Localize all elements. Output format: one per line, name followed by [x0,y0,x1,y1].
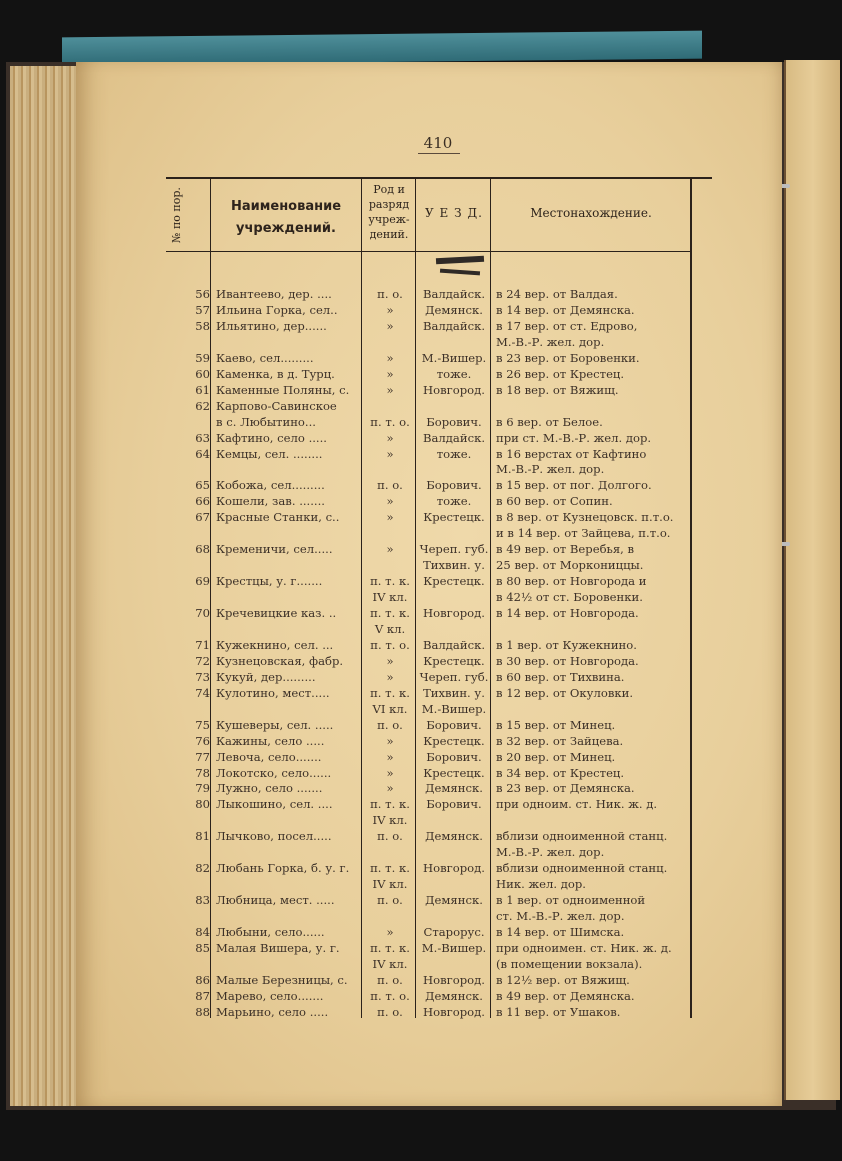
uezd-name: Крестецк. [423,765,485,780]
location-text: в 8 вер. от Кузнецовск. п.т.о. [496,510,674,525]
facing-page-edge [784,60,840,1100]
location-text: в 14 вер. от Новгорода. [496,606,639,620]
row-number: 68 [195,542,210,557]
uezd-name: Новгород. [423,1004,485,1019]
header-name-line: учреждений. [236,221,336,236]
location-text: в 34 вер. от Крестец. [496,765,625,780]
uezd-name: М.-Вишер. [421,701,487,716]
institution-name: Малая Вишера, у. г. [216,940,340,955]
row-number: 78 [195,765,210,780]
uezd-name: Валдайск. [423,430,485,445]
row-number: 72 [195,653,210,668]
institution-kind: » [386,382,394,397]
institution-kind: п. т. к. [370,797,410,812]
institution-name: Кемцы, сел. ........ [216,446,323,461]
header-name [212,196,360,240]
location-text: в 12½ вер. от Вяжищ. [496,972,630,987]
location-text: в 32 вер. от Зайцева. [496,733,624,748]
uezd-name: Тихвин. у. [423,685,485,700]
institution-name: Любыни, село...... [216,925,325,939]
row-number: 58 [195,318,210,333]
institution-name: Лычково, посел..... [216,829,332,844]
uezd-name: Борович. [426,478,482,493]
table-header-rule [166,251,690,252]
institution-name: Каево, сел......... [216,350,314,365]
location-text: в 26 вер. от Крестец. [496,366,625,381]
page-edges [10,66,80,1106]
location-text: в 18 вер. от Вяжищ. [496,382,619,397]
institution-name: в с. Любытино... [216,414,316,429]
institution-kind: » [386,430,394,445]
row-number: 63 [195,430,210,445]
institution-name: Локотско, село...... [216,765,332,780]
institution-kind: » [386,510,394,525]
location-text: в 1 вер. от одноименной [496,893,646,908]
uezd-name: тоже. [436,494,472,509]
uezd-name: Демянск. [425,893,483,908]
uezd-name: Новгород. [423,972,485,987]
uezd-name: Новгород. [423,861,485,876]
institution-name: Каменные Поляны, с. [216,382,350,397]
uezd-name: Демянск. [425,781,483,796]
row-number: 70 [195,606,210,620]
uezd-name: Демянск. [425,302,483,317]
institution-kind: » [386,733,394,748]
uezd-name: тоже. [436,366,472,381]
location-text: в 60 вер. от Сопин. [496,494,613,509]
institution-kind: IV кл. [372,813,408,828]
institution-kind: п. о. [377,717,403,732]
uezd-name: Череп. губ. [419,669,489,684]
institution-kind: IV кл. [372,956,408,971]
row-number: 67 [195,510,210,525]
location-text: в 17 вер. от ст. Едрово, [496,318,638,333]
uezd-name: Борович. [426,717,482,732]
institution-name: Кушеверы, сел. ..... [216,717,334,732]
institution-name: Каменка, в д. Турц. [216,366,335,381]
location-text: в 15 вер. от Минец. [496,717,616,732]
row-number: 79 [195,781,210,796]
location-text: в 15 вер. от пог. Долгого. [496,478,652,493]
location-text: в 14 вер. от Шимска. [496,925,625,939]
book-cover-edge [62,31,702,66]
uezd-name: Новгород. [423,382,485,397]
location-text: 25 вер. от Моркониццы. [496,558,644,573]
institution-name: Любница, мест. ..... [216,893,335,908]
institution-kind: » [386,653,394,668]
row-number: 62 [195,398,210,413]
location-text: при одноимен. ст. Ник. ж. д. [496,940,672,955]
institution-name: Кобожа, сел......... [216,478,325,493]
header-uezd: У Е З Д. [425,206,483,220]
uezd-name: Крестецк. [423,653,485,668]
row-number: 66 [195,494,210,509]
institution-name: Ивантеево, дер. .... [216,287,332,301]
location-text: М.-В.-Р. жел. дор. [496,845,605,860]
institution-name: Карпово-Савинское [216,398,337,413]
uezd-name: Демянск. [425,829,483,844]
institution-name: Левоча, село....... [216,749,322,764]
location-text: в 1 вер. от Кужекнино. [496,637,637,652]
row-number: 61 [195,382,210,397]
location-text: в 6 вер. от Белое. [496,414,603,429]
row-number: 83 [195,893,210,908]
institution-kind: IV кл. [372,590,408,605]
institution-kind: п. т. к. [370,861,410,876]
institution-kind: п. т. о. [370,988,410,1003]
location-text: вблизи одноименной станц. [496,829,668,844]
row-number: 77 [195,749,210,764]
location-text: в 23 вер. от Боровенки. [496,350,640,365]
uezd-name: М.-Вишер. [421,350,487,365]
header-kind-line: Род и [373,183,405,196]
location-text: (в помещении вокзала). [496,956,643,971]
institution-kind: » [386,781,394,796]
institution-kind: п. т. о. [370,637,410,652]
institution-name: Кулотино, мест..... [216,685,330,700]
row-number: 74 [195,685,210,700]
uezd-name: Валдайск. [423,637,485,652]
institution-name: Кузнецовская, фабр. [216,653,344,668]
row-number: 80 [195,797,210,812]
row-number: 69 [195,574,210,589]
institution-kind: п. т. к. [370,606,410,620]
uezd-name: М.-Вишер. [421,940,487,955]
row-number: 88 [195,1004,210,1019]
institution-name: Ильина Горка, сел.. [216,302,338,317]
institution-kind: п. т. к. [370,940,410,955]
uezd-name: Валдайск. [423,287,485,301]
header-kind-line: разряд [368,198,410,211]
location-text: и в 14 вер. от Зайцева, п.т.о. [496,526,671,541]
row-number: 65 [195,478,210,493]
location-text: в 42½ от ст. Боровенки. [496,590,643,605]
row-number: 75 [195,717,210,732]
institution-kind: » [386,494,394,509]
institution-kind: » [386,302,394,317]
institution-kind: » [386,765,394,780]
header-number: № по пор. [170,187,183,243]
institution-name: Кафтино, село ..... [216,430,327,445]
institution-name: Малые Березницы, с. [216,972,348,987]
institution-kind: » [386,925,394,939]
institution-kind: п. о. [377,478,403,493]
row-number: 81 [195,829,210,844]
institution-kind: п. о. [377,972,403,987]
institution-name: Кажины, село ..... [216,733,325,748]
uezd-name: Крестецк. [423,574,485,589]
institution-kind: п. т. к. [370,574,410,589]
location-text: в 49 вер. от Веребья, в [496,542,635,557]
location-text: при ст. М.-В.-Р. жел. дор. [496,430,652,445]
institution-name: Любань Горка, б. у. г. [216,861,350,876]
institution-name: Кужекнино, сел. ... [216,637,334,652]
row-number: 87 [195,988,210,1003]
uezd-name: Тихвин. у. [423,558,485,573]
location-text: ст. М.-В.-Р. жел. дор. [496,909,625,924]
location-text: при одноим. ст. Ник. ж. д. [496,797,658,812]
row-number: 71 [195,637,210,652]
row-number: 56 [195,287,210,301]
row-number: 85 [195,940,210,955]
row-number: 64 [195,446,210,461]
uezd-name: Новгород. [423,606,485,620]
page-number: 410 [423,134,453,152]
header-location: Местонахождение. [530,206,652,220]
location-text: в 23 вер. от Демянска. [496,781,635,796]
location-text: в 49 вер. от Демянска. [496,988,635,1003]
location-text: в 60 вер. от Тихвина. [496,669,625,684]
institution-kind: » [386,446,394,461]
location-text: в 14 вер. от Демянска. [496,302,635,317]
institution-name: Кукуй, дер......... [216,669,316,684]
institution-name: Кременичи, сел..... [216,542,333,557]
uezd-name: тоже. [436,446,472,461]
row-number: 82 [195,861,210,876]
institution-name: Крестцы, у. г....... [216,574,323,589]
uezd-name: Борович. [426,414,482,429]
column-divider [690,177,692,1018]
location-text: М.-В.-Р. жел. дор. [496,334,605,349]
institution-name: Марьино, село ..... [216,1004,329,1019]
row-number: 60 [195,366,210,381]
institution-kind: » [386,669,394,684]
row-number: 73 [195,669,210,684]
header-kind [362,182,416,242]
institution-kind: VI кл. [372,701,408,716]
header-name-line: Наименование [230,199,342,214]
column-divider [210,177,211,1018]
location-text: в 24 вер. от Валдая. [496,287,618,301]
institution-kind: п. о. [377,829,403,844]
institution-kind: IV кл. [372,877,408,892]
institution-kind: » [386,749,394,764]
uezd-name: Череп. губ. [419,542,489,557]
location-text: в 16 верстах от Кафтино [496,446,647,461]
institution-kind: п. т. к. [370,685,410,700]
institution-kind: » [386,318,394,333]
institution-kind: » [386,542,394,557]
location-text: в 20 вер. от Минец. [496,749,616,764]
row-number: 84 [195,925,210,939]
uezd-name: Валдайск. [423,318,485,333]
institution-kind: п. о. [377,893,403,908]
institution-kind: п. о. [377,1004,403,1019]
institution-name: Красные Станки, с.. [216,510,340,525]
institution-kind: » [386,350,394,365]
uezd-name: Борович. [426,797,482,812]
location-text: в 12 вер. от Окуловки. [496,685,634,700]
location-text: в 80 вер. от Новгорода и [496,574,647,589]
location-text: в 11 вер. от Ушаков. [496,1004,621,1019]
row-number: 59 [195,350,210,365]
header-kind-line: учреж- [368,213,410,226]
institution-name: Лыкошино, сел. .... [216,797,333,812]
institution-name: Кошели, зав. ....... [216,494,325,509]
uezd-name: Крестецк. [423,510,485,525]
uezd-name: Крестецк. [423,733,485,748]
institution-name: Лужно, село ....... [216,781,323,796]
institution-name: Кречевицкие каз. .. [216,606,337,620]
uezd-name: Демянск. [425,988,483,1003]
location-text: в 30 вер. от Новгорода. [496,653,639,668]
page-number-underline [418,153,460,154]
uezd-name: Борович. [426,749,482,764]
institution-name: Марево, село....... [216,988,324,1003]
institution-name: Ильятино, дер...... [216,318,327,333]
institution-kind: п. т. о. [370,414,410,429]
row-number: 57 [195,302,210,317]
location-text: Ник. жел. дор. [496,877,586,892]
location-text: М.-В.-Р. жел. дор. [496,462,605,477]
location-text: вблизи одноименной станц. [496,861,668,876]
header-kind-line: дений. [369,228,409,241]
row-number: 86 [195,972,210,987]
institution-kind: V кл. [374,621,406,636]
institution-kind: п. о. [377,287,403,301]
table-top-rule [166,177,712,179]
row-number: 76 [195,733,210,748]
institution-kind: » [386,366,394,381]
uezd-name: Старорус. [423,925,485,939]
